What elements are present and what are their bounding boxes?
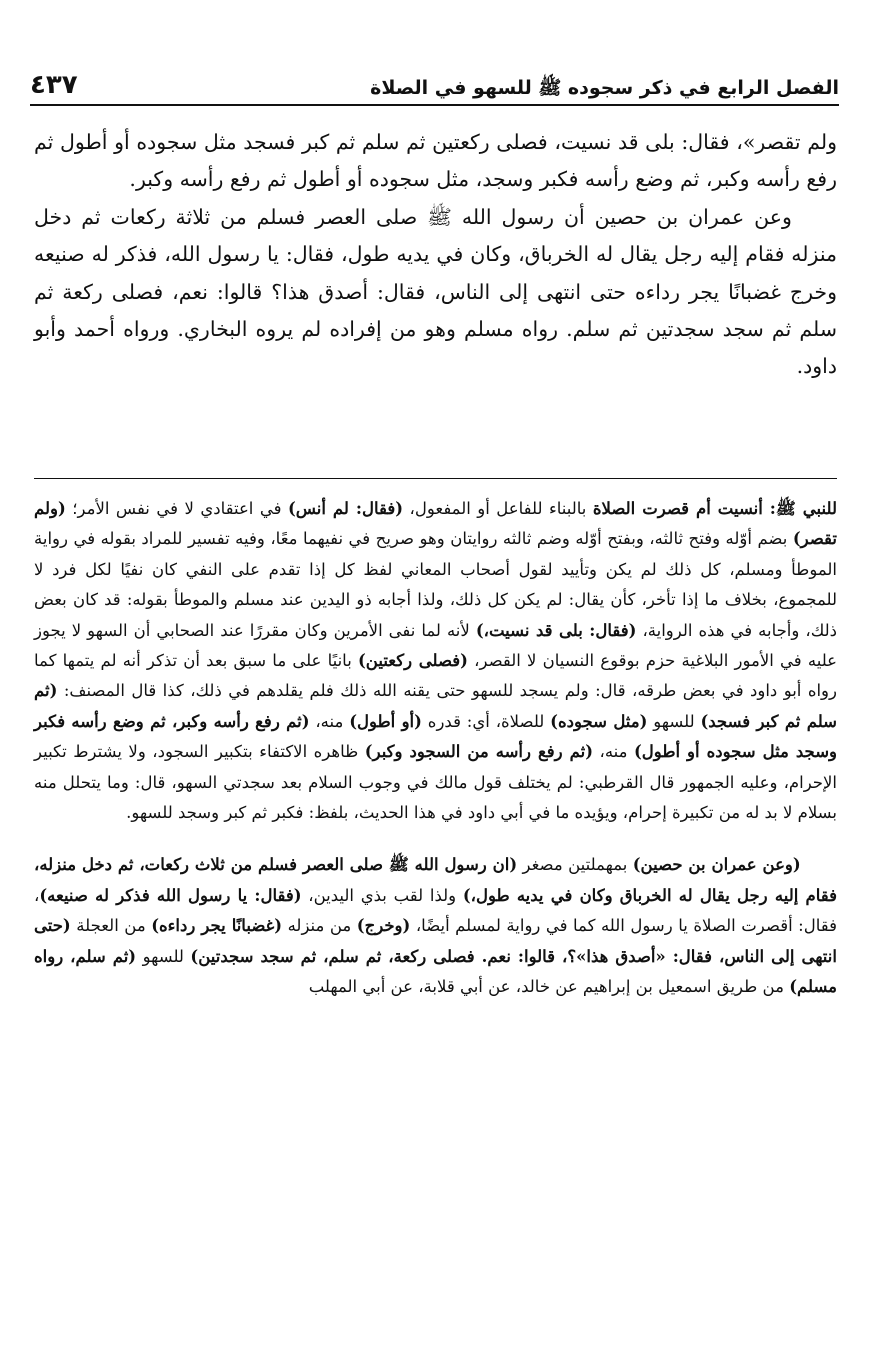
commentary-text: للسهو (136, 946, 191, 966)
chapter-title: الفصل الرابع في ذكر سجوده ﷺ للسهو في الصلاة (370, 77, 839, 99)
page-number: ٤٣٧ (30, 70, 78, 100)
quoted-text: (حتى انتهى إلى الناس، فقال: «أصدق هذا»؟، قالوا: نعم. فصلى ركعة، ثم سلم، ثم سجد سجدتين) (34, 916, 837, 966)
commentary-text: بمهملتين مصغر (517, 855, 633, 875)
commentary-text: للصلاة، أي: قدره (421, 711, 551, 731)
page-header (30, 58, 839, 106)
commentary-paragraph-2 (34, 850, 837, 1002)
commentary-text: بالبناء للفاعل أو المفعول، (403, 499, 593, 518)
commentary-text: للسهو (647, 711, 701, 731)
quoted-text: (غضبانًا يجر رداءه) (151, 916, 283, 936)
commentary-text: ظاهره الاكتفاء بتكبير السجود، ولا يشترط تكبير الإحرام، وعليه الجمهور قال القرطبي: لم يختلف قول مالك في وجوب السلام بعد سجدتي السهو، قال: وما يتحلل منه بسلام لا بد له من تكبيرة إحرام، ويؤيده ما في أبي داود في هذا الحديث، بلفظ: فكبر ثم كبر وسجد للسهو. (34, 742, 837, 823)
commentary-text: من منزله (282, 916, 357, 936)
commentary-text: ، فقال: أقصرت الصلاة يا رسول الله كما في رواية لمسلم أيضًا، (34, 885, 837, 936)
commentary-section (34, 494, 837, 1003)
quoted-text: (ثم رفع رأسه وكبر، ثم وضع رأسه فكبر وسجد مثل سجوده أو أطول) (34, 711, 837, 762)
hadith-paragraph-2: وعن عمران بن حصين أن رسول الله ﷺ صلى العصر فسلم من ثلاثة ركعات ثم دخل منزله فقام إليه رجل يقال له الخرباق، وكان في يديه طول، فقال: يا رسول الله، فذكر له صنيعه وخرج غضبانًا يجر رداءه حتى انتهى إلى الناس، فقال: أصدق هذا؟ قالوا: نعم، فصلى ركعة ثم سلم ثم سجد سجدتين ثم سلم. رواه مسلم وهو من إفراده لم يروه البخاري. ورواه أحمد وأبو داود. (34, 204, 837, 379)
quoted-text: للنبي ﷺ: أنسيت أم قصرت الصلاة (592, 499, 837, 518)
quoted-text: (فقال: لم أنس) (287, 499, 404, 518)
commentary-text: منه، (593, 742, 634, 762)
quoted-text: (فقال: يا رسول الله فذكر له صنيعه) (39, 885, 302, 905)
quoted-text: (ثم سلم، رواه مسلم) (34, 946, 837, 997)
quoted-text: (وعن عمران بن حصين) (632, 855, 801, 875)
commentary-text: لأنه لما نفى الأمرين وكان مقررًا عند الصحابي أن السهو لا يجوز عليه في الأمور البلاغية حزم بوقوع النسيان لا القصر، (34, 620, 838, 671)
quoted-text: (ولم تقصر) (34, 499, 837, 549)
quoted-text: (فصلى ركعتين) (357, 651, 468, 671)
quoted-text: (أو أطول) (349, 711, 422, 731)
commentary-text: منه، (309, 711, 350, 731)
hadith-text (34, 124, 837, 386)
commentary-paragraph-1 (34, 494, 837, 828)
hadith-paragraph-1: ولم تقصر»، فقال: بلى قد نسيت، فصلى ركعتين ثم سلم ثم كبر فسجد مثل سجوده أو أطول ثم رفع رأسه وكبر، ثم وضع رأسه فكبر وسجد، مثل سجوده أو أطول ثم رفع رأسه وكبر. (34, 130, 837, 192)
commentary-text: ولذا لقب بذي اليدين، (301, 885, 463, 905)
commentary-text: من العجلة (70, 916, 152, 936)
quoted-text: (مثل سجوده) (550, 711, 648, 731)
commentary-text: من طريق اسمعيل بن إبراهيم عن خالد، عن أبي قلابة، عن أبي المهلب (308, 977, 790, 997)
commentary-text: في اعتقادي لا في نفس الأمر؛ (65, 499, 288, 518)
quoted-text: (ثم سلم ثم كبر فسجد) (34, 681, 838, 731)
commentary-text: بانيًا على ما سبق بعد أن تذكر أنه لم يتمها كما رواه أبو داود في بعض طرقه، قال: ولم يسجد للسهو حتى يقنه الله ذلك فلم يقلدهم في ذلك، كذا قال المصنف: (34, 651, 837, 701)
quoted-text: (فقال: بلى قد نسيت،) (475, 620, 637, 640)
text-commentary-divider (34, 478, 837, 479)
quoted-text: (وخرج) (356, 916, 411, 936)
quoted-text: (ان رسول الله ﷺ صلى العصر فسلم من ثلاث ركعات، ثم دخل منزله، فقام إليه رجل يقال له الخرباق وكان في يديه طول،) (34, 855, 837, 905)
commentary-text: بضم أوّله وفتح ثالثه، وبفتح أوّله وضم ثالثه روايتان وهو صريح في نفيهما معًا، وفيه تفسير للمراد بقوله في رواية الموطأ ومسلم، كل ذلك لم يكن وتأييد لقول أصحاب المعاني لفظ كل إذا تقدم على النفي كان نفيًا لكل فرد لا للمجموع، بخلاف ما إذا تأخر، كأن يقال: لم يكن كل ذلك، ولذا أجابه ذو اليدين عند مسلم والموطأ بقوله: قد كان بعض ذلك، وأجابه في هذه الرواية، (34, 529, 837, 640)
quoted-text: (ثم رفع رأسه من السجود وكبر) (364, 742, 593, 762)
